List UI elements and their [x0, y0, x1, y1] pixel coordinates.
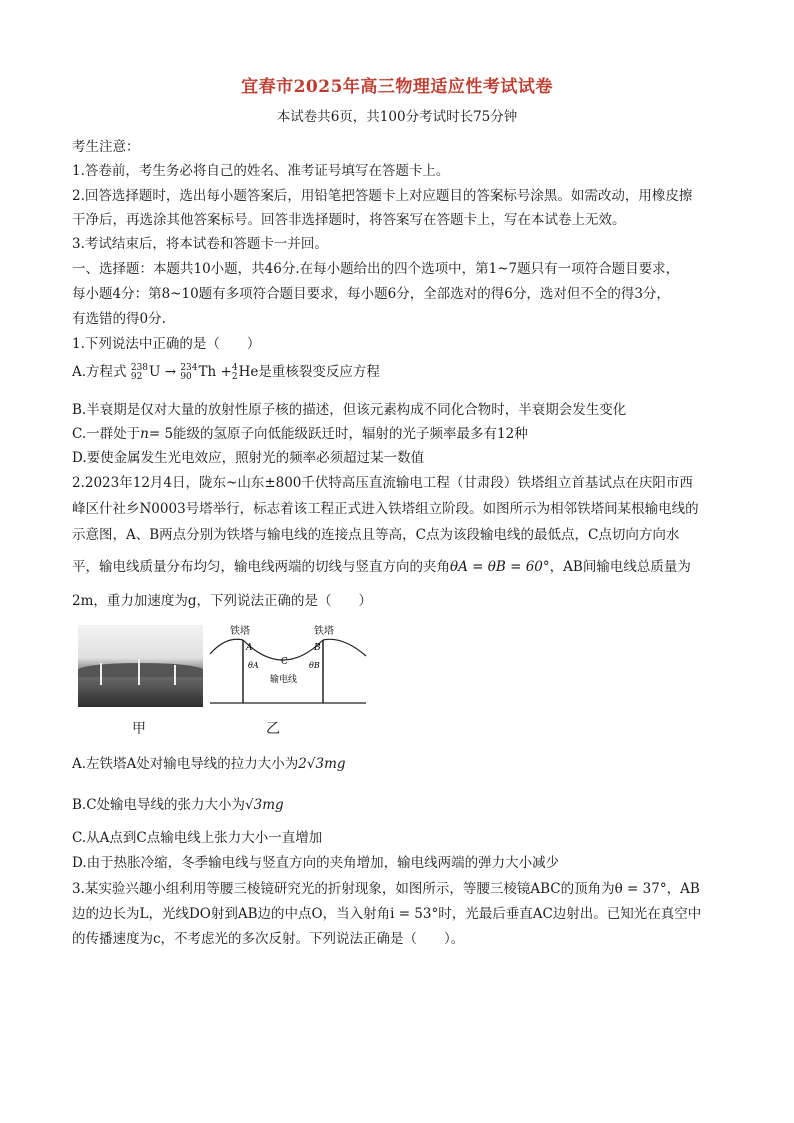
point-b-label: B: [314, 643, 321, 653]
question-2-option-d: D.由于热胀冷缩，冬季输电线与竖直方向的夹角增加，输电线两端的弹力大小减少: [72, 855, 560, 871]
tower-right-label: 铁塔: [314, 626, 334, 637]
thorium-indices: 234 90: [180, 362, 198, 382]
question-2-stem-line: 2m，重力加速度为g，下列说法正确的是（ ）: [72, 593, 373, 609]
question-1-stem: 1.下列说法中正确的是（ ）: [72, 336, 261, 352]
option-a-suffix: 是重核裂变反应方程: [258, 364, 380, 380]
section-instruction: 有选错的得0分.: [72, 311, 166, 327]
notice-line: 干净后，再选涂其他答案标号。回答非选择题时，将答案写在答题卡上，写在本试卷上无效。: [72, 212, 626, 228]
exam-subtitle: 本试卷共6页，共100分考试时长75分钟: [276, 109, 518, 125]
uranium-indices: 238 92: [130, 362, 149, 382]
question-1-option-b: B.半衰期是仅对大量的放射性原子核的描述，但该元素构成不同化合物时，半衰期会发生变化: [72, 402, 627, 418]
plus-symbol: +: [220, 364, 232, 380]
notice-line: 3.考试结束后，将本试卷和答题卡一并回。: [72, 236, 328, 252]
question-3-stem-line: 3.某实验兴趣小组利用等腰三棱镜研究光的折射现象，如图所示，等腰三棱镜ABC的顶角为θ = 37°，AB: [72, 881, 700, 897]
notice-header: 考生注意：: [72, 139, 140, 155]
helium-indices: 4 2: [231, 362, 238, 382]
uranium-symbol: U: [149, 364, 161, 380]
theta-b-label: θB: [309, 661, 320, 670]
question-2-option-b: B.C处输电导线的张力大小为√3mg: [72, 797, 284, 813]
line-label: 输电线: [270, 675, 298, 685]
theta-a-label: θA: [248, 661, 259, 670]
section-instruction: 一、选择题：本题共10小题，共46分.在每小题给出的四个选项中，第1~7题只有一项符合题目要求，: [72, 261, 680, 277]
question-1-option-d: D.要使金属发生光电效应，照射光的频率必须超过某一数值: [72, 450, 425, 466]
notice-line: 2.回答选择题时，选出每小题答案后，用铅笔把答题卡上对应题目的答案标号涂黑。如需改动，用橡皮擦: [72, 188, 693, 204]
notice-line: 1.答卷前，考生务必将自己的姓名、准考证号填写在答题卡上。: [72, 163, 450, 179]
question-1-option-c: C.一群处于n= 5能级的氢原子向低能级跃迁时，辐射的光子频率最多有12种: [72, 426, 528, 442]
arrow-symbol: →: [164, 364, 177, 380]
helium-symbol: He: [238, 364, 259, 380]
option-a-value: 2√3mg: [298, 756, 346, 772]
question-2-option-c: C.从A点到C点输电线上张力大小一直增加: [72, 830, 323, 846]
question-2-stem-line: 2.2023年12月4日，陇东~山东±800千伏特高压直流输电工程（甘肃段）铁塔组立首基试点在庆阳市西: [72, 475, 693, 491]
point-a-label: A: [246, 643, 253, 653]
option-a-prefix: A.方程式: [72, 364, 127, 380]
thorium-symbol: Th: [198, 364, 217, 380]
power-tower-photo: [78, 625, 203, 707]
question-1-option-a: [72, 360, 380, 382]
option-b-value: √3mg: [245, 797, 284, 813]
question-2-stem-line: 示意图，A、B两点分别为铁塔与输电线的连接点且等高，C点为该段输电线的最低点，C点切向方向水: [72, 527, 680, 543]
point-c-label: C: [281, 657, 288, 667]
question-3-stem-line: 的传播速度为c，不考虑光的多次反射。下列说法正确是（ ）。: [72, 931, 465, 947]
question-2-stem-line: 峰区什社乡N0003号塔举行，标志着该工程正式进入铁塔组立阶段。如图所示为相邻铁塔间某根输电线的: [72, 501, 699, 517]
transmission-line-diagram: [208, 618, 368, 710]
question-2-stem-line: 平，输电线质量分布均匀，输电线两端的切线与竖直方向的夹角θA = θB = 60°，AB间输电线总质量为: [72, 559, 691, 575]
tower-left-label: 铁塔: [230, 626, 250, 637]
question-2-option-a: A.左铁塔A处对输电导线的拉力大小为2√3mg: [72, 756, 346, 772]
exam-title: 宜春市2025年高三物理适应性考试试卷: [241, 77, 553, 97]
question-3-stem-line: 边的边长为L，光线DO射到AB边的中点O，当入射角i = 53°时，光最后垂直AC边射出。已知光在真空中: [72, 906, 702, 922]
section-instruction: 每小题4分：第8~10题有多项符合题目要求，每小题6分，全部选对的得6分，选对但不全的得3分，: [72, 286, 670, 302]
figure-label-yi: 乙: [266, 721, 280, 737]
angle-formula: θA = θB = 60°: [450, 559, 550, 575]
figure-label-jia: 甲: [132, 721, 146, 737]
